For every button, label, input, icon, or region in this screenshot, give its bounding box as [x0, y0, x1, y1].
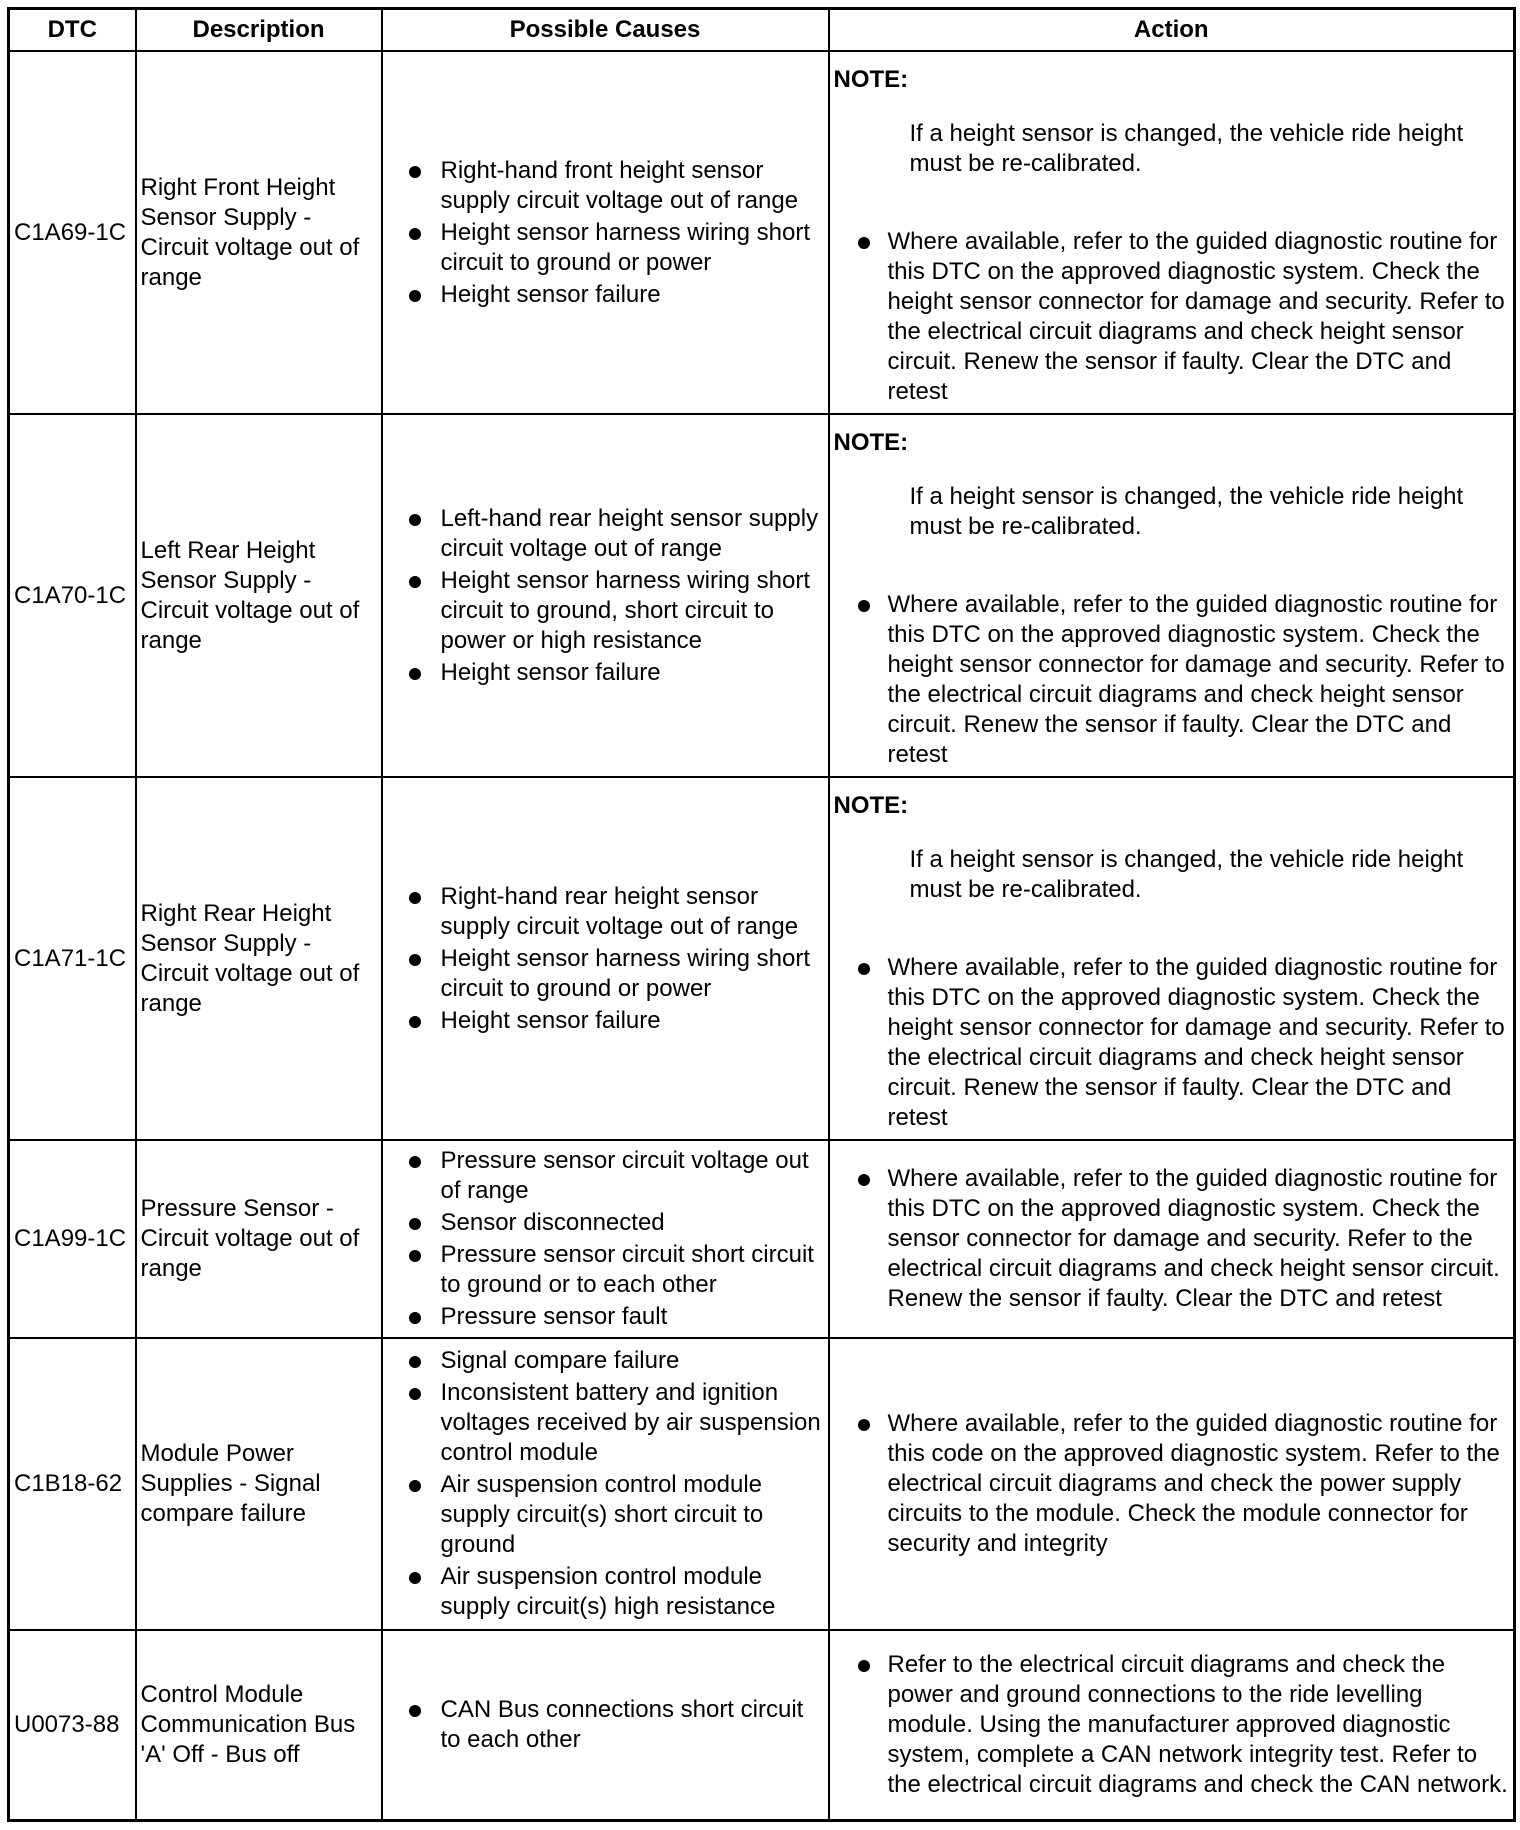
dtc-description: Module Power Supplies - Signal compare failure — [136, 1338, 382, 1630]
action-text: Where available, refer to the guided diagnostic routine for this DTC on the approved diagnostic system. Check the height sensor connector for damage and security. Refer to the electrical circuit diagrams and check height sensor circuit. Renew the sensor if faulty. Clear the DTC and retest — [887, 590, 1505, 768]
dtc-code: C1A71-1C — [9, 777, 136, 1140]
header-dtc: DTC — [9, 9, 136, 52]
cause-item — [387, 1695, 824, 1755]
note-text: If a height sensor is changed, the vehicle ride height must be re-calibrated. — [909, 845, 1464, 903]
bullet-icon — [858, 1174, 870, 1186]
action-cell — [829, 777, 1515, 1140]
cause-item — [387, 1302, 824, 1332]
cause-text: Height sensor failure — [440, 280, 661, 308]
cause-item — [387, 1470, 824, 1560]
cause-text: Pressure sensor fault — [440, 1303, 668, 1330]
table-row — [9, 51, 1515, 414]
action-text: Where available, refer to the guided diagnostic routine for this DTC on the approved diagnostic system. Check the height sensor connector for damage and security. Refer to the electrical circuit diagrams and check height sensor circuit. Renew the sensor if faulty. Clear the DTC and retest — [887, 227, 1505, 405]
dtc-table — [7, 7, 1516, 1822]
cause-text: Right-hand front height sensor supply circuit voltage out of range — [440, 156, 799, 214]
cause-item — [387, 280, 824, 310]
bullet-icon — [858, 1419, 870, 1431]
cause-text: Height sensor failure — [440, 658, 661, 686]
action-text: Where available, refer to the guided diagnostic routine for this DTC on the approved diagnostic system. Check the height sensor connector for damage and security. Refer to the electrical circuit diagrams and check height sensor circuit. Renew the sensor if faulty. Clear the DTC and retest — [887, 953, 1505, 1131]
possible-causes — [382, 414, 829, 777]
bullet-icon — [409, 892, 421, 904]
bullet-icon — [409, 1388, 421, 1400]
cause-item — [387, 156, 824, 216]
possible-causes — [382, 1630, 829, 1820]
bullet-icon — [858, 237, 870, 249]
dtc-description: Right Front Height Sensor Supply - Circuit voltage out of range — [136, 51, 382, 414]
note-text: If a height sensor is changed, the vehicle ride height must be re-calibrated. — [909, 482, 1464, 540]
bullet-icon — [409, 668, 421, 680]
dtc-description: Right Rear Height Sensor Supply - Circuit voltage out of range — [136, 777, 382, 1140]
cause-item — [387, 1346, 824, 1376]
cause-text: Sensor disconnected — [440, 1209, 665, 1236]
action-cell — [829, 1338, 1515, 1630]
cause-text: Height sensor harness wiring short circuit to ground or power — [440, 218, 811, 276]
note-text: If a height sensor is changed, the vehicle ride height must be re-calibrated. — [909, 119, 1464, 177]
dtc-code: C1A99-1C — [9, 1140, 136, 1338]
action-item — [834, 1650, 1510, 1800]
dtc-code: C1B18-62 — [9, 1338, 136, 1630]
cause-text: Signal compare failure — [440, 1347, 680, 1374]
cause-text: Right-hand rear height sensor supply circuit voltage out of range — [440, 882, 799, 940]
dtc-code: C1A69-1C — [9, 51, 136, 414]
bullet-icon — [409, 576, 421, 588]
cause-text: Air suspension control module supply circuit(s) high resistance — [440, 1563, 776, 1620]
table-row — [9, 777, 1515, 1140]
header-possible-causes: Possible Causes — [382, 9, 829, 52]
cause-text: Height sensor harness wiring short circuit to ground or power — [440, 944, 811, 1002]
bullet-icon — [409, 1705, 421, 1717]
bullet-icon — [858, 1660, 870, 1672]
cause-item — [387, 504, 824, 564]
possible-causes — [382, 1140, 829, 1338]
note-label: NOTE: — [833, 791, 909, 819]
dtc-description: Control Module Communication Bus 'A' Off - Bus off — [136, 1630, 382, 1820]
action-cell — [829, 1630, 1515, 1820]
cause-item — [387, 1146, 824, 1206]
table-row — [9, 414, 1515, 777]
bullet-icon — [858, 600, 870, 612]
bullet-icon — [409, 1250, 421, 1262]
action-text: Where available, refer to the guided diagnostic routine for this code on the approved diagnostic system. Refer to the electrical circuit diagrams and check the power supply circuits to the module. Check the module connector for security and integrity — [887, 1410, 1500, 1557]
cause-item — [387, 1378, 824, 1468]
action-text: Where available, refer to the guided diagnostic routine for this DTC on the approved diagnostic system. Check the sensor connector for damage and security. Refer to the electrical circuit diagrams and check height sensor circuit. Renew the sensor if faulty. Clear the DTC and retest — [887, 1165, 1500, 1312]
cause-item — [387, 944, 824, 1004]
bullet-icon — [409, 1356, 421, 1368]
cause-text: Air suspension control module supply circuit(s) short circuit to ground — [440, 1471, 764, 1558]
possible-causes — [382, 51, 829, 414]
action-item — [834, 1164, 1510, 1314]
bullet-icon — [858, 963, 870, 975]
dtc-code: C1A70-1C — [9, 414, 136, 777]
action-cell — [829, 51, 1515, 414]
dtc-code: U0073-88 — [9, 1630, 136, 1820]
header-action: Action — [829, 9, 1515, 52]
dtc-description: Left Rear Height Sensor Supply - Circuit voltage out of range — [136, 414, 382, 777]
cause-text: Pressure sensor circuit short circuit to ground or to each other — [440, 1241, 814, 1298]
bullet-icon — [409, 1016, 421, 1028]
cause-text: CAN Bus connections short circuit to each other — [440, 1695, 804, 1753]
table-row — [9, 1630, 1515, 1820]
action-item — [834, 590, 1510, 770]
bullet-icon — [409, 290, 421, 302]
bullet-icon — [409, 228, 421, 240]
cause-item — [387, 1208, 824, 1238]
bullet-icon — [409, 1480, 421, 1492]
note-label: NOTE: — [833, 428, 909, 456]
cause-text: Height sensor harness wiring short circuit to ground, short circuit to power or high resistance — [440, 566, 811, 654]
action-item — [834, 227, 1510, 407]
bullet-icon — [409, 954, 421, 966]
bullet-icon — [409, 166, 421, 178]
cause-text: Height sensor failure — [440, 1006, 661, 1034]
cause-item — [387, 1562, 824, 1622]
bullet-icon — [409, 1312, 421, 1324]
header-row — [9, 9, 1515, 52]
cause-text: Left-hand rear height sensor supply circuit voltage out of range — [440, 504, 819, 562]
cause-item — [387, 1006, 824, 1036]
possible-causes — [382, 777, 829, 1140]
cause-text: Pressure sensor circuit voltage out of range — [440, 1147, 809, 1204]
cause-item — [387, 658, 824, 688]
cause-item — [387, 218, 824, 278]
action-item — [834, 1409, 1510, 1559]
action-cell — [829, 1140, 1515, 1338]
cause-text: Inconsistent battery and ignition voltages received by air suspension control module — [440, 1379, 821, 1466]
table-row — [9, 1140, 1515, 1338]
possible-causes — [382, 1338, 829, 1630]
dtc-description: Pressure Sensor - Circuit voltage out of range — [136, 1140, 382, 1338]
action-text: Refer to the electrical circuit diagrams and check the power and ground connections to the ride levelling module. Using the manufacturer approved diagnostic system, complete a CAN network integrity test. Refer to the electrical circuit diagrams and check the CAN network. — [887, 1650, 1508, 1798]
action-cell — [829, 414, 1515, 777]
bullet-icon — [409, 1218, 421, 1230]
cause-item — [387, 882, 824, 942]
header-description: Description — [136, 9, 382, 52]
table-row — [9, 1338, 1515, 1630]
bullet-icon — [409, 514, 421, 526]
action-item — [834, 953, 1510, 1133]
cause-item — [387, 1240, 824, 1300]
cause-item — [387, 566, 824, 656]
bullet-icon — [409, 1156, 421, 1168]
note-label: NOTE: — [833, 65, 909, 93]
bullet-icon — [409, 1572, 421, 1584]
